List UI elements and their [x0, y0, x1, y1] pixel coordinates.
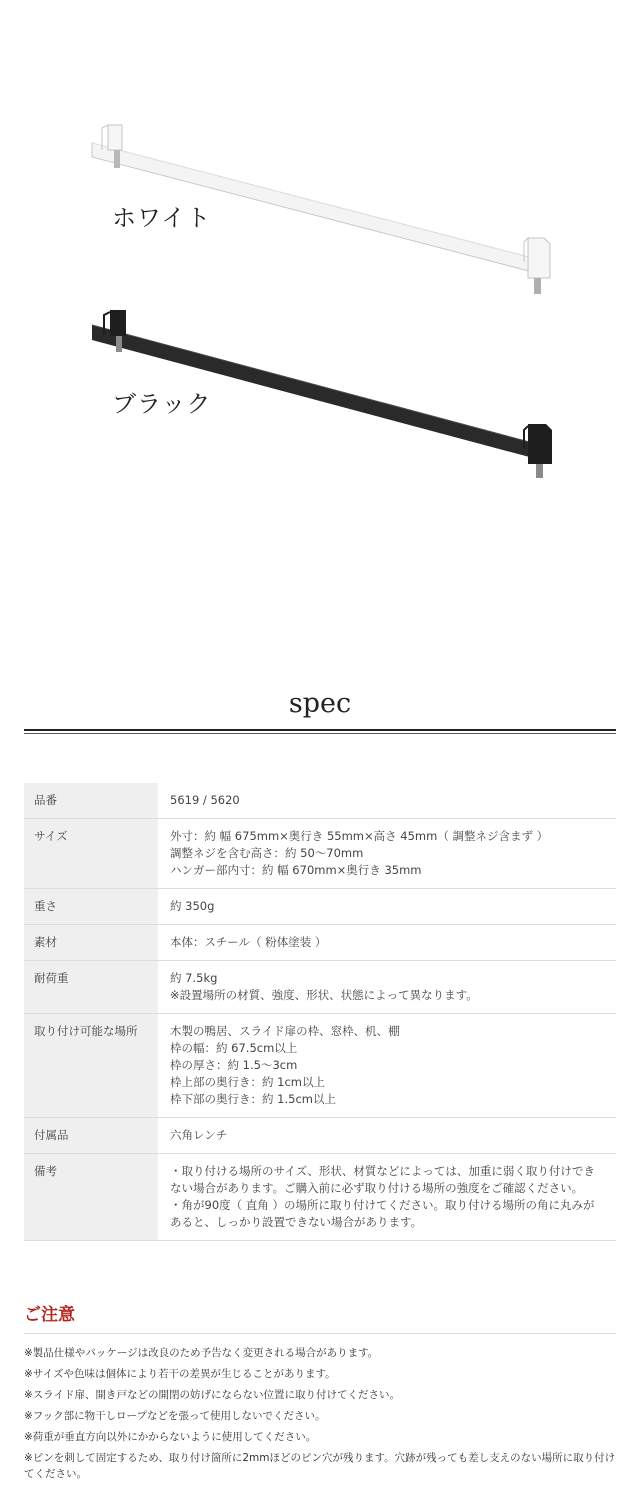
spec-row-value	[158, 819, 616, 889]
spec-value-line: 約 7.5kg	[170, 971, 218, 985]
product-image-area	[0, 0, 640, 690]
caution-divider	[24, 1333, 616, 1334]
spec-row	[24, 925, 616, 961]
spec-row-value	[158, 925, 616, 961]
spec-value-line: 木製の鴨居、スライド扉の枠、窓枠、机、棚	[170, 1024, 400, 1038]
spec-row-value	[158, 889, 616, 925]
spec-row-label: 付属品	[24, 1118, 158, 1154]
spec-value-line: 枠の厚さ：約 1.5～3cm	[170, 1058, 298, 1072]
caution-heading: ご注意	[24, 1305, 75, 1325]
spec-value-line: ・取り付ける場所のサイズ、形状、材質などによっては、加重に弱く取り付けできない場合があります。ご購入前に必ず取り付ける場所の強度をご確認ください。	[170, 1164, 595, 1195]
spec-heading: spec	[288, 688, 352, 719]
spec-table	[24, 783, 616, 1241]
spec-row-value	[158, 783, 616, 819]
spec-divider-thin	[24, 733, 616, 734]
spec-value-line: 5619 / 5620	[170, 793, 240, 807]
caution-item: ※サイズや色味は個体により若干の差異が生じることがあります。	[24, 1368, 336, 1380]
spec-row-label: 重さ	[24, 889, 158, 925]
spec-row-label: サイズ	[24, 819, 158, 889]
spec-row	[24, 819, 616, 889]
spec-value-line: 枠上部の奥行き：約 1cm以上	[170, 1075, 325, 1089]
caution-item: ※ピンを刺して固定するため、取り付け箇所に2mmほどのピン穴が残ります。穴跡が残っても差し支えのない場所に取り付けてください。	[24, 1452, 616, 1480]
caution-item: ※フック部に物干しロープなどを張って使用しないでください。	[24, 1410, 326, 1422]
spec-row-label: 品番	[24, 783, 158, 819]
spec-row	[24, 961, 616, 1014]
spec-value-line: 調整ネジを含む高さ：約 50～70mm	[170, 846, 364, 860]
caution-item: ※製品仕様やパッケージは改良のため予告なく変更される場合があります。	[24, 1347, 379, 1359]
spec-row-value	[158, 1118, 616, 1154]
spec-row-value	[158, 1014, 616, 1118]
spec-value-line: ハンガー部内寸：約 幅 670mm×奥行き 35mm	[170, 863, 422, 877]
spec-value-line: ※設置場所の材質、強度、形状、状態によって異なります。	[170, 988, 478, 1002]
spec-row-label: 取り付け可能な場所	[24, 1014, 158, 1118]
caution-item: ※荷重が垂直方向以外にかからないように使用してください。	[24, 1431, 317, 1443]
spec-value-line: 約 350g	[170, 899, 215, 913]
spec-value-line: 枠の幅：約 67.5cm以上	[170, 1041, 298, 1055]
spec-row-value	[158, 961, 616, 1014]
spec-divider	[24, 729, 616, 731]
black-color-label: ブラック	[112, 390, 212, 418]
spec-row	[24, 1014, 616, 1118]
caution-list	[24, 1345, 616, 1487]
spec-row-label: 備考	[24, 1154, 158, 1241]
caution-item: ※スライド扉、開き戸などの開閉の妨げにならない位置に取り付けてください。	[24, 1389, 400, 1401]
product-illustration	[0, 0, 640, 690]
spec-value-line: 六角レンチ	[170, 1128, 228, 1142]
spec-value-line: 枠下部の奥行き：約 1.5cm以上	[170, 1092, 336, 1106]
spec-row-value	[158, 1154, 616, 1241]
spec-value-line: 本体：スチール（ 粉体塗装 ）	[170, 935, 327, 949]
spec-row-label: 素材	[24, 925, 158, 961]
spec-row-label: 耐荷重	[24, 961, 158, 1014]
spec-row	[24, 889, 616, 925]
white-color-label: ホワイト	[112, 204, 212, 232]
spec-row	[24, 783, 616, 819]
spec-value-line: 外寸：約 幅 675mm×奥行き 55mm×高さ 45mm（ 調整ネジ含まず ）	[170, 829, 549, 843]
spec-row	[24, 1154, 616, 1241]
spec-row	[24, 1118, 616, 1154]
spec-value-line: ・角が90度（ 直角 ）の場所に取り付けてください。取り付ける場所の角に丸みがあると、しっかり設置できない場合があります。	[170, 1198, 595, 1229]
